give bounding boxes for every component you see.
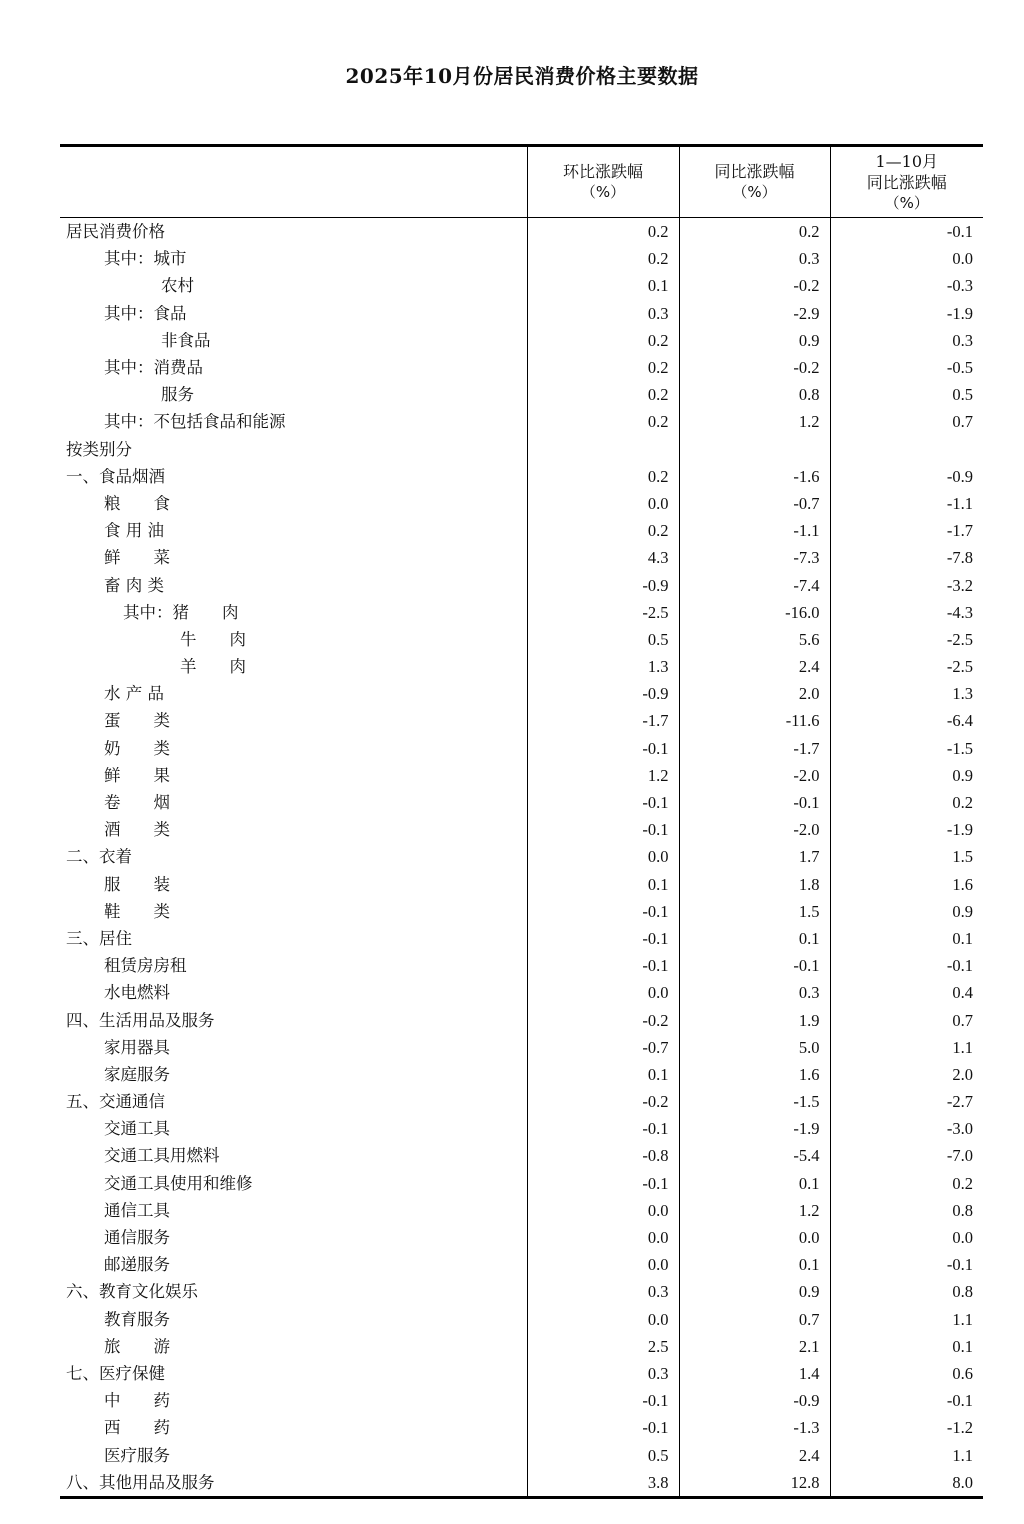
row-label: 二、衣着: [66, 847, 132, 867]
yoy-value: 0.9: [679, 327, 830, 354]
row-label: 居民消费价格: [66, 222, 165, 242]
yoy-value: -7.3: [679, 544, 830, 571]
mom-value: 1.3: [527, 653, 679, 680]
yoy-value: 2.0: [679, 680, 830, 707]
row-label: 家庭服务: [104, 1064, 170, 1084]
table-row: [60, 1469, 983, 1498]
ytd-value: -0.9: [830, 463, 983, 490]
table-row: [60, 327, 983, 354]
table-row: [60, 1061, 983, 1088]
yoy-value: -1.6: [679, 463, 830, 490]
row-label: 其中：食品: [104, 303, 187, 323]
mom-value: 0.0: [527, 1197, 679, 1224]
mom-value: -0.1: [527, 1387, 679, 1414]
mom-value: 0.0: [527, 1251, 679, 1278]
row-label: 教育服务: [104, 1309, 170, 1329]
mom-value: 0.0: [527, 843, 679, 870]
mom-value: 0.2: [527, 354, 679, 381]
ytd-value: -0.1: [830, 952, 983, 979]
yoy-value: -1.5: [679, 1088, 830, 1115]
mom-value: 0.2: [527, 463, 679, 490]
ytd-value: -1.7: [830, 517, 983, 544]
row-label: 通信服务: [104, 1228, 170, 1248]
header-yoy-unit: （%）: [732, 183, 777, 201]
mom-value: 4.3: [527, 544, 679, 571]
mom-value: -0.7: [527, 1034, 679, 1061]
ytd-value: 0.0: [830, 245, 983, 272]
ytd-value: 1.5: [830, 843, 983, 870]
yoy-value: 2.4: [679, 1441, 830, 1468]
table-row: [60, 381, 983, 408]
row-label: 粮 食: [104, 493, 170, 513]
row-label: 四、生活用品及服务: [66, 1010, 215, 1030]
yoy-value: 1.8: [679, 871, 830, 898]
table-row: [60, 843, 983, 870]
table-row: [60, 707, 983, 734]
header-ytd: [830, 146, 983, 218]
yoy-value: 0.7: [679, 1306, 830, 1333]
table-row: [60, 490, 983, 517]
ytd-value: 0.2: [830, 789, 983, 816]
table-row: [60, 218, 983, 246]
ytd-value: -1.9: [830, 300, 983, 327]
table-row: [60, 1306, 983, 1333]
ytd-value: 0.3: [830, 327, 983, 354]
table-row: [60, 653, 983, 680]
mom-value: 2.5: [527, 1333, 679, 1360]
row-label: 旅 游: [104, 1336, 170, 1356]
ytd-value: 0.5: [830, 381, 983, 408]
mom-value: -0.1: [527, 898, 679, 925]
yoy-value: -2.0: [679, 816, 830, 843]
yoy-value: 1.5: [679, 898, 830, 925]
header-mom: [527, 146, 679, 218]
yoy-value: 0.1: [679, 1251, 830, 1278]
table-row: [60, 1115, 983, 1142]
table-row: [60, 1197, 983, 1224]
row-label: 租赁房房租: [104, 956, 187, 976]
table-row: [60, 626, 983, 653]
ytd-value: -1.9: [830, 816, 983, 843]
yoy-value: 0.1: [679, 1170, 830, 1197]
mom-value: -0.9: [527, 680, 679, 707]
mom-value: [527, 436, 679, 463]
ytd-value: -4.3: [830, 599, 983, 626]
row-label: 医疗服务: [104, 1445, 170, 1465]
ytd-value: -3.0: [830, 1115, 983, 1142]
mom-value: 3.8: [527, 1469, 679, 1498]
table-row: [60, 1224, 983, 1251]
mom-value: -0.2: [527, 1088, 679, 1115]
row-label: 酒 类: [104, 820, 170, 840]
table-row: [60, 925, 983, 952]
ytd-value: 0.7: [830, 408, 983, 435]
ytd-value: -1.1: [830, 490, 983, 517]
yoy-value: -11.6: [679, 707, 830, 734]
yoy-value: 0.0: [679, 1224, 830, 1251]
table-row: [60, 952, 983, 979]
mom-value: 0.2: [527, 327, 679, 354]
row-label: 其中：不包括食品和能源: [104, 412, 286, 432]
yoy-value: 2.4: [679, 653, 830, 680]
table-row: [60, 680, 983, 707]
yoy-value: -16.0: [679, 599, 830, 626]
page-title: 2025年10月份居民消费价格主要数据: [345, 64, 699, 88]
header-mom-label: 环比涨跌幅: [562, 162, 643, 181]
table-row: [60, 789, 983, 816]
row-label: 交通工具: [104, 1119, 170, 1139]
table-row: [60, 979, 983, 1006]
ytd-value: -2.7: [830, 1088, 983, 1115]
ytd-value: 0.8: [830, 1197, 983, 1224]
mom-value: 0.3: [527, 1278, 679, 1305]
row-label: 其中：城市: [104, 249, 187, 269]
header-blank: [60, 146, 527, 218]
mom-value: 0.0: [527, 1224, 679, 1251]
yoy-value: 0.9: [679, 1278, 830, 1305]
header-ytd-label: 同比涨跌幅: [866, 172, 947, 192]
table-row: [60, 463, 983, 490]
row-label: 七、医疗保健: [66, 1363, 165, 1383]
mom-value: -1.7: [527, 707, 679, 734]
ytd-value: 2.0: [830, 1061, 983, 1088]
mom-value: -0.1: [527, 816, 679, 843]
table-row: [60, 1251, 983, 1278]
yoy-value: 1.2: [679, 408, 830, 435]
yoy-value: -0.1: [679, 952, 830, 979]
row-label: 畜 肉 类: [104, 575, 164, 595]
mom-value: 1.2: [527, 762, 679, 789]
row-label: 交通工具用燃料: [104, 1146, 220, 1166]
mom-value: 0.1: [527, 1061, 679, 1088]
ytd-value: -0.5: [830, 354, 983, 381]
table-row: [60, 1414, 983, 1441]
ytd-value: 1.1: [830, 1306, 983, 1333]
table-row: [60, 1142, 983, 1169]
row-label: 交通工具使用和维修: [104, 1173, 253, 1193]
yoy-value: -0.1: [679, 789, 830, 816]
table-row: [60, 1034, 983, 1061]
table-row: [60, 544, 983, 571]
yoy-value: -0.9: [679, 1387, 830, 1414]
yoy-value: 1.4: [679, 1360, 830, 1387]
yoy-value: -0.7: [679, 490, 830, 517]
table-row: [60, 762, 983, 789]
mom-value: -0.2: [527, 1006, 679, 1033]
row-label: 三、居住: [66, 928, 132, 948]
mom-value: 0.2: [527, 218, 679, 246]
row-label: 五、交通通信: [66, 1092, 165, 1112]
ytd-value: 1.6: [830, 871, 983, 898]
mom-value: -0.1: [527, 789, 679, 816]
row-label: 六、教育文化娱乐: [66, 1282, 198, 1302]
ytd-value: 0.9: [830, 898, 983, 925]
row-label: 按类别分: [66, 439, 132, 459]
row-label: 其中：消费品: [104, 358, 203, 378]
ytd-value: 0.2: [830, 1170, 983, 1197]
ytd-value: -1.2: [830, 1414, 983, 1441]
row-label: 食 用 油: [104, 521, 164, 541]
yoy-value: -2.0: [679, 762, 830, 789]
ytd-value: -7.8: [830, 544, 983, 571]
row-label: 鲜 果: [104, 765, 170, 785]
ytd-value: 0.0: [830, 1224, 983, 1251]
table-row: [60, 871, 983, 898]
mom-value: -0.1: [527, 735, 679, 762]
header-yoy-label: 同比涨跌幅: [714, 162, 795, 181]
table-body: [60, 218, 983, 1498]
yoy-value: -0.2: [679, 272, 830, 299]
table-row: [60, 408, 983, 435]
ytd-value: 8.0: [830, 1469, 983, 1498]
mom-value: -0.9: [527, 571, 679, 598]
yoy-value: 0.1: [679, 925, 830, 952]
yoy-value: [679, 436, 830, 463]
yoy-value: 0.3: [679, 979, 830, 1006]
yoy-value: 5.6: [679, 626, 830, 653]
table-header-row: [60, 146, 983, 218]
row-label: 鞋 类: [104, 901, 170, 921]
table-row: [60, 1278, 983, 1305]
table-row: [60, 599, 983, 626]
mom-value: 0.2: [527, 381, 679, 408]
mom-value: -0.1: [527, 952, 679, 979]
ytd-value: -6.4: [830, 707, 983, 734]
ytd-value: 0.1: [830, 1333, 983, 1360]
ytd-value: -1.5: [830, 735, 983, 762]
yoy-value: 1.6: [679, 1061, 830, 1088]
table-row: [60, 517, 983, 544]
table-row: [60, 1170, 983, 1197]
ytd-value: 0.8: [830, 1278, 983, 1305]
row-label: 卷 烟: [104, 793, 170, 813]
mom-value: 0.1: [527, 871, 679, 898]
ytd-value: 0.9: [830, 762, 983, 789]
yoy-value: -7.4: [679, 571, 830, 598]
row-label: 鲜 菜: [104, 548, 170, 568]
row-label: 家用器具: [104, 1037, 170, 1057]
row-label: 西 药: [104, 1418, 170, 1438]
mom-value: 0.2: [527, 408, 679, 435]
row-label: 蛋 类: [104, 711, 170, 731]
table-row: [60, 1333, 983, 1360]
mom-value: 0.0: [527, 1306, 679, 1333]
ytd-value: -0.1: [830, 1387, 983, 1414]
table-row: [60, 1360, 983, 1387]
table-row: [60, 1441, 983, 1468]
yoy-value: -5.4: [679, 1142, 830, 1169]
header-yoy: [679, 146, 830, 218]
ytd-value: -3.2: [830, 571, 983, 598]
row-label: 服务: [161, 385, 194, 405]
table-row: [60, 571, 983, 598]
row-label: 一、食品烟酒: [66, 466, 165, 486]
table-row: [60, 735, 983, 762]
yoy-value: 12.8: [679, 1469, 830, 1498]
row-label: 水电燃料: [104, 983, 170, 1003]
ytd-value: -2.5: [830, 653, 983, 680]
mom-value: -0.1: [527, 1115, 679, 1142]
yoy-value: -1.1: [679, 517, 830, 544]
row-label: 农村: [161, 276, 194, 296]
table-row: [60, 436, 983, 463]
cpi-table: [60, 144, 983, 1499]
ytd-value: 0.7: [830, 1006, 983, 1033]
row-label: 通信工具: [104, 1200, 170, 1220]
ytd-value: 0.6: [830, 1360, 983, 1387]
header-mom-unit: （%）: [580, 183, 626, 201]
ytd-value: [830, 436, 983, 463]
yoy-value: -1.9: [679, 1115, 830, 1142]
mom-value: -0.1: [527, 1414, 679, 1441]
ytd-value: 1.1: [830, 1034, 983, 1061]
mom-value: 0.0: [527, 979, 679, 1006]
yoy-value: 0.8: [679, 381, 830, 408]
mom-value: 0.3: [527, 1360, 679, 1387]
table-row: [60, 272, 983, 299]
yoy-value: 1.9: [679, 1006, 830, 1033]
mom-value: 0.3: [527, 300, 679, 327]
table-row: [60, 898, 983, 925]
mom-value: 0.2: [527, 517, 679, 544]
yoy-value: 1.2: [679, 1197, 830, 1224]
mom-value: -0.1: [527, 925, 679, 952]
row-label: 邮递服务: [104, 1255, 170, 1275]
ytd-value: -0.1: [830, 218, 983, 246]
row-label: 其中：猪 肉: [123, 602, 239, 622]
mom-value: 0.5: [527, 1441, 679, 1468]
header-ytd-period: 1—10月: [875, 151, 939, 171]
row-label: 奶 类: [104, 738, 170, 758]
row-label: 非食品: [161, 330, 211, 350]
ytd-value: -2.5: [830, 626, 983, 653]
table-row: [60, 354, 983, 381]
yoy-value: 0.3: [679, 245, 830, 272]
table-row: [60, 1006, 983, 1033]
yoy-value: -0.2: [679, 354, 830, 381]
row-label: 中 药: [104, 1391, 170, 1411]
mom-value: 0.0: [527, 490, 679, 517]
yoy-value: 1.7: [679, 843, 830, 870]
mom-value: 0.5: [527, 626, 679, 653]
table-row: [60, 816, 983, 843]
ytd-value: 0.1: [830, 925, 983, 952]
table-row: [60, 300, 983, 327]
mom-value: -2.5: [527, 599, 679, 626]
table-row: [60, 1387, 983, 1414]
yoy-value: 2.1: [679, 1333, 830, 1360]
mom-value: 0.2: [527, 245, 679, 272]
table-row: [60, 1088, 983, 1115]
row-label: 羊 肉: [180, 657, 246, 677]
mom-value: -0.8: [527, 1142, 679, 1169]
ytd-value: 1.3: [830, 680, 983, 707]
mom-value: 0.1: [527, 272, 679, 299]
ytd-value: -0.3: [830, 272, 983, 299]
mom-value: -0.1: [527, 1170, 679, 1197]
ytd-value: 1.1: [830, 1441, 983, 1468]
row-label: 水 产 品: [104, 684, 164, 704]
row-label: 八、其他用品及服务: [60, 1469, 527, 1498]
header-ytd-unit: （%）: [884, 193, 929, 212]
row-label: 服 装: [104, 874, 170, 894]
yoy-value: 5.0: [679, 1034, 830, 1061]
ytd-value: -7.0: [830, 1142, 983, 1169]
ytd-value: 0.4: [830, 979, 983, 1006]
yoy-value: -1.3: [679, 1414, 830, 1441]
yoy-value: -2.9: [679, 300, 830, 327]
row-label: 牛 肉: [180, 629, 246, 649]
yoy-value: 0.2: [679, 218, 830, 246]
ytd-value: -0.1: [830, 1251, 983, 1278]
table-row: [60, 245, 983, 272]
yoy-value: -1.7: [679, 735, 830, 762]
